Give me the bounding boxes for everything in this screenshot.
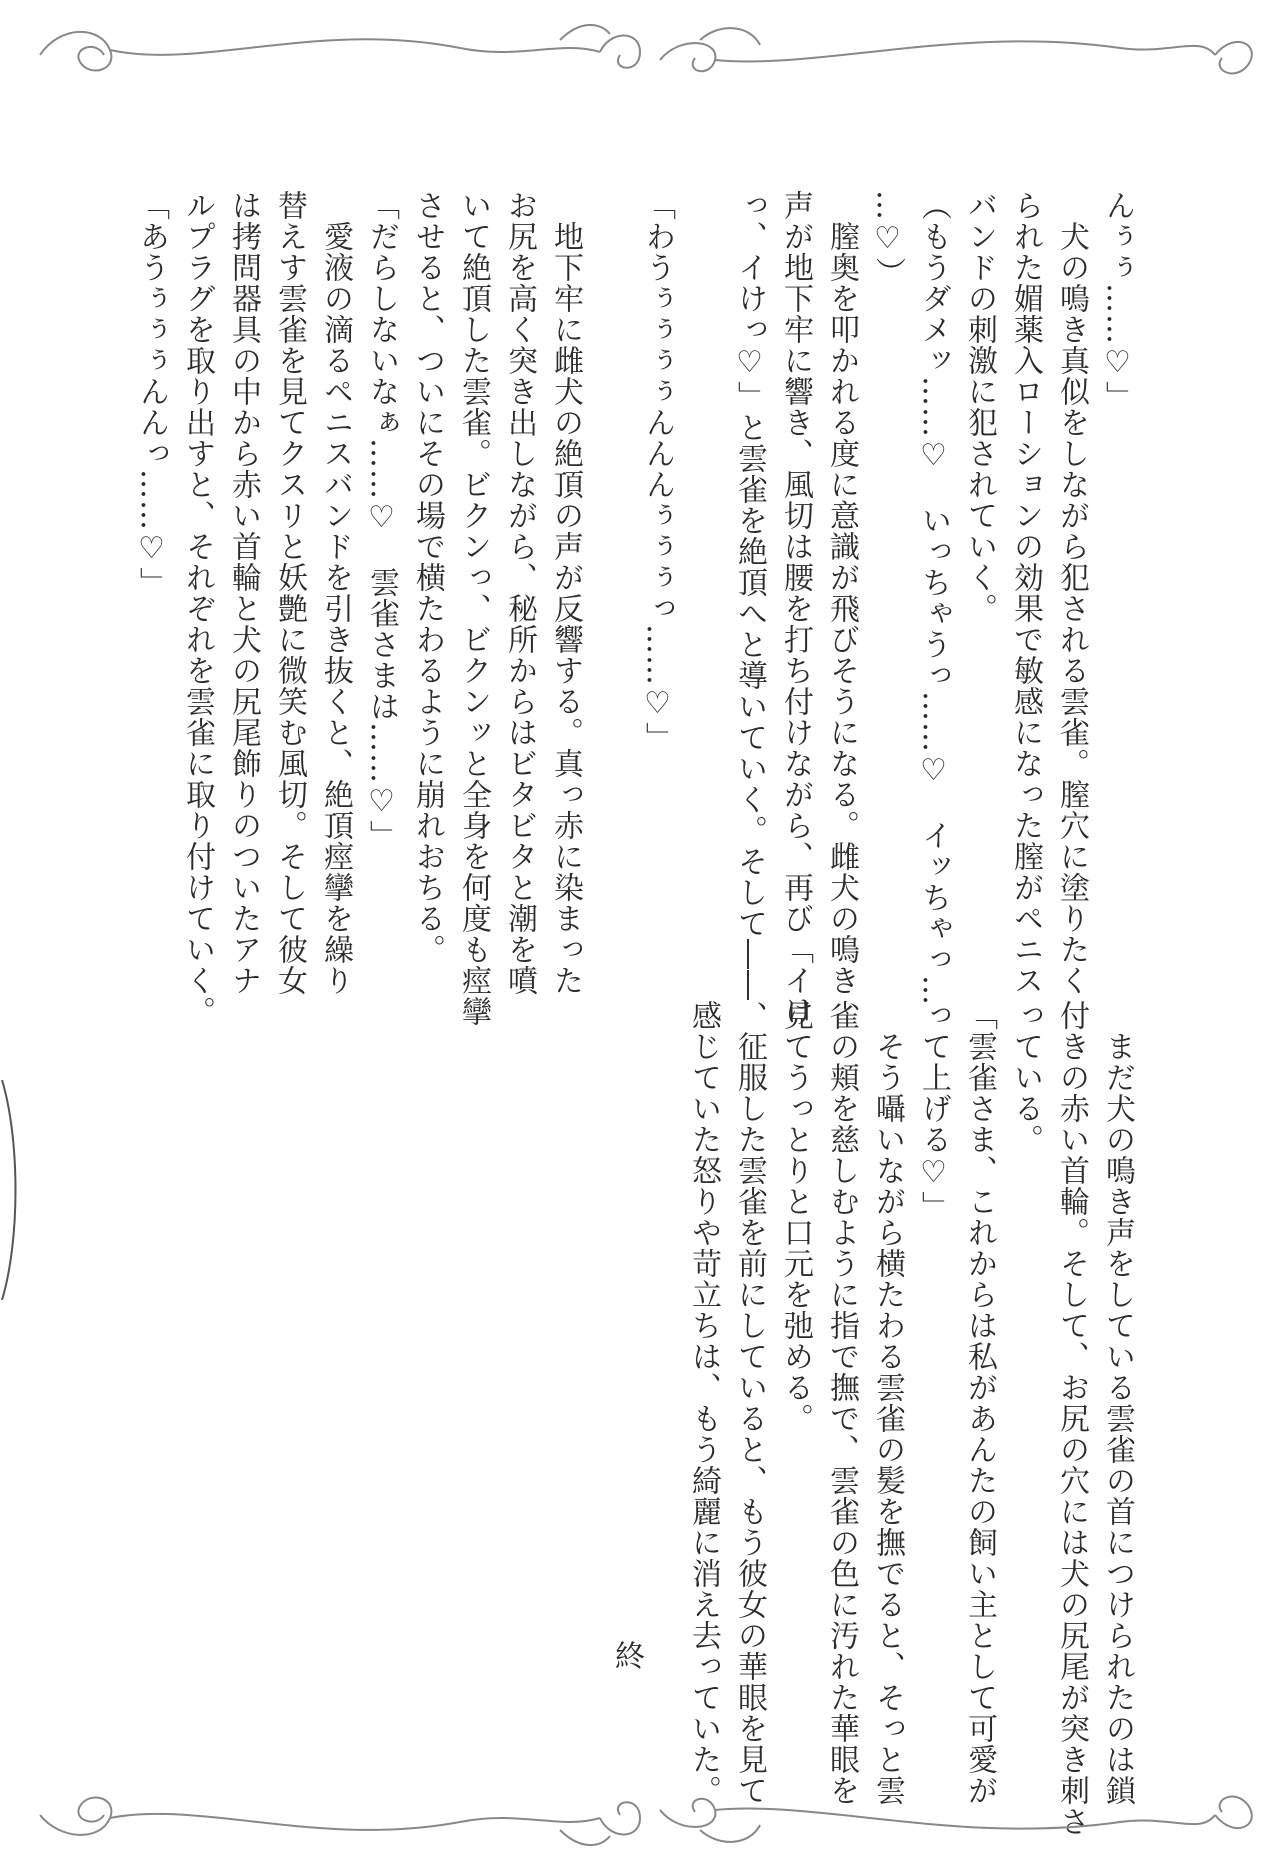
flourish-icon	[0, 0, 1280, 110]
story-text-top: んぅぅ……♡」 犬の鳴き真似をしながら犯される雲雀。膣穴に塗りたく られた媚薬入ローションの効果で敏感になった膣がペニス バンドの刺激に犯されていく。 （もうダメッ……♡ いっちゃうっ……♡ イッちゃっ… …♡） 膣奥を叩かれる度に意識が飛びそうになる。雌犬の鳴き 声が地下牢に響き、風切は腰を打ち付けながら、再び「イけ っ、イけっ♡」と雲雀を絶頂へと導いていく。そして――、 「わうぅぅぅぅんんんぅぅぅっ……♡」 地下牢に雌犬の絶頂の声が反響する。真っ赤に染まった お尻を高く突き出しながら、秘所からはビタビタと潮を噴 いて絶頂した雲雀。ビクンっ、ビクンッと全身を何度も痙攣 させると、ついにその場で横たわるように崩れおちる。 「だらしないなぁ……♡ 雲雀さまは……♡」 愛液の滴るペニスバンドを引き抜くと、絶頂痙攣を繰り 替えす雲雀を見てクスリと妖艶に微笑む風切。そして彼女 は拷問器具の中から赤い首輪と犬の尻尾飾りのついたアナ ルプラグを取り出すと、それぞれを雲雀に取り付けていく。 「あうぅぅぅんんっ……♡」	[134, 190, 1135, 1032]
edge-curve	[0, 1080, 24, 1300]
flourish-icon	[0, 1760, 1280, 1870]
top-ornament	[0, 0, 1280, 110]
end-mark: 終	[609, 1640, 644, 1670]
bottom-ornament	[0, 1760, 1280, 1870]
story-text-bottom: まだ犬の鳴き声をしている雲雀の首につけられたのは鎖 付きの赤い首輪。そして、お尻の穴には犬の尻尾が突き刺さ っている。 「雲雀さま、これからは私があんたの飼い主として可愛が って上げる♡」 そう囁いながら横たわる雲雀の髪を撫でると、そっと雲 雀の頬を慈しむように指で撫で、雲雀の色に汚れた華眼を 見てうっとりと口元を弛める。 征服した雲雀を前にしていると、もう彼女の華眼を見て 感じていた怒りや苛立ちは、もう綺麗に消え去っていた。	[686, 1000, 1135, 1837]
